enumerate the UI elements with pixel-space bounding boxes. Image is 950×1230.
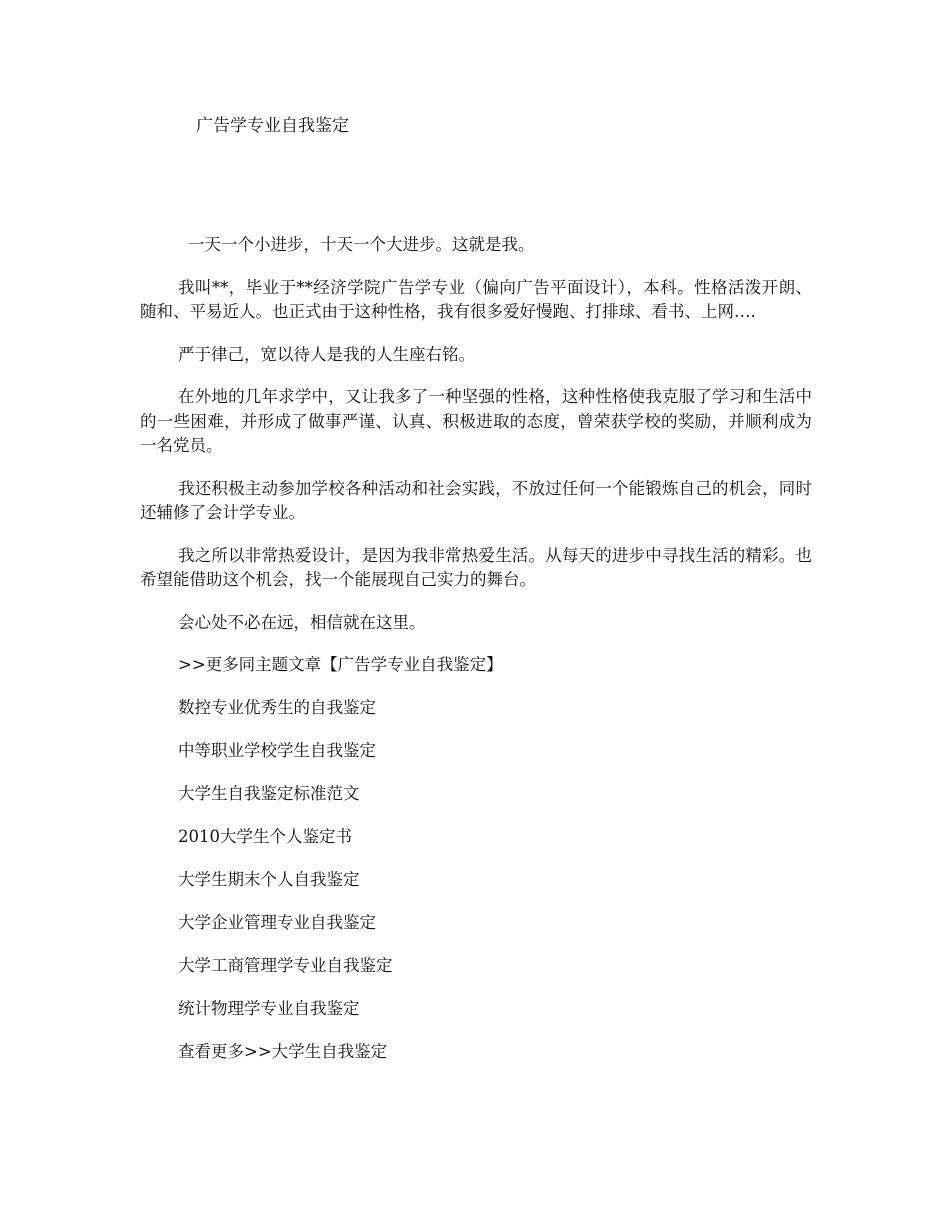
paragraph-study: 在外地的几年求学中，又让我多了一种坚强的性格，这种性格使我克服了学习和生活中的一些困难，并形成了做事严谨、认真、积极进取的态度，曾荣获学校的奖励，并顺利成为一名党员。 — [140, 387, 812, 455]
paragraph-activities: 我还积极主动参加学校各种活动和社会实践，不放过任何一个能锻炼自己的机会，同时还辅修了会计学专业。 — [140, 478, 812, 522]
related-article-link[interactable]: 统计物理学专业自我鉴定 — [178, 999, 360, 1018]
related-article-link[interactable]: 大学生期末个人自我鉴定 — [178, 870, 360, 889]
document-body — [140, 233, 812, 1083]
related-article-link[interactable]: 数控专业优秀生的自我鉴定 — [178, 698, 376, 717]
related-articles-heading-link[interactable]: >>更多同主题文章【广告学专业自我鉴定】 — [178, 655, 503, 674]
related-article-link[interactable]: 大学企业管理专业自我鉴定 — [178, 913, 376, 932]
view-more-link[interactable]: 查看更多>>大学生自我鉴定 — [178, 1042, 388, 1061]
paragraph-design: 我之所以非常热爱设计，是因为我非常热爱生活。从每天的进步中寻找生活的精彩。也希望能借助这个机会，找一个能展现自己实力的舞台。 — [140, 545, 812, 589]
document-title: 广告学专业自我鉴定 — [196, 116, 349, 136]
related-article-link[interactable]: 大学生自我鉴定标准范文 — [178, 784, 360, 803]
paragraph-intro: 我叫**，毕业于**经济学院广告学专业（偏向广告平面设计），本科。性格活泼开朗、随和、平易近人。也正式由于这种性格，我有很多爱好慢跑、打排球、看书、上网…. — [140, 277, 812, 321]
paragraph-closing: 会心处不必在远，相信就在这里。 — [178, 612, 426, 632]
related-article-link[interactable]: 中等职业学校学生自我鉴定 — [178, 741, 376, 760]
paragraph-motto: 严于律己，宽以待人是我的人生座右铭。 — [178, 344, 475, 364]
lead-sentence: 一天一个小进步，十天一个大进步。这就是我。 — [188, 235, 535, 254]
related-articles-list — [140, 653, 812, 1065]
related-article-link[interactable]: 大学工商管理学专业自我鉴定 — [178, 956, 393, 975]
related-article-link[interactable]: 2010大学生个人鉴定书 — [178, 827, 352, 846]
